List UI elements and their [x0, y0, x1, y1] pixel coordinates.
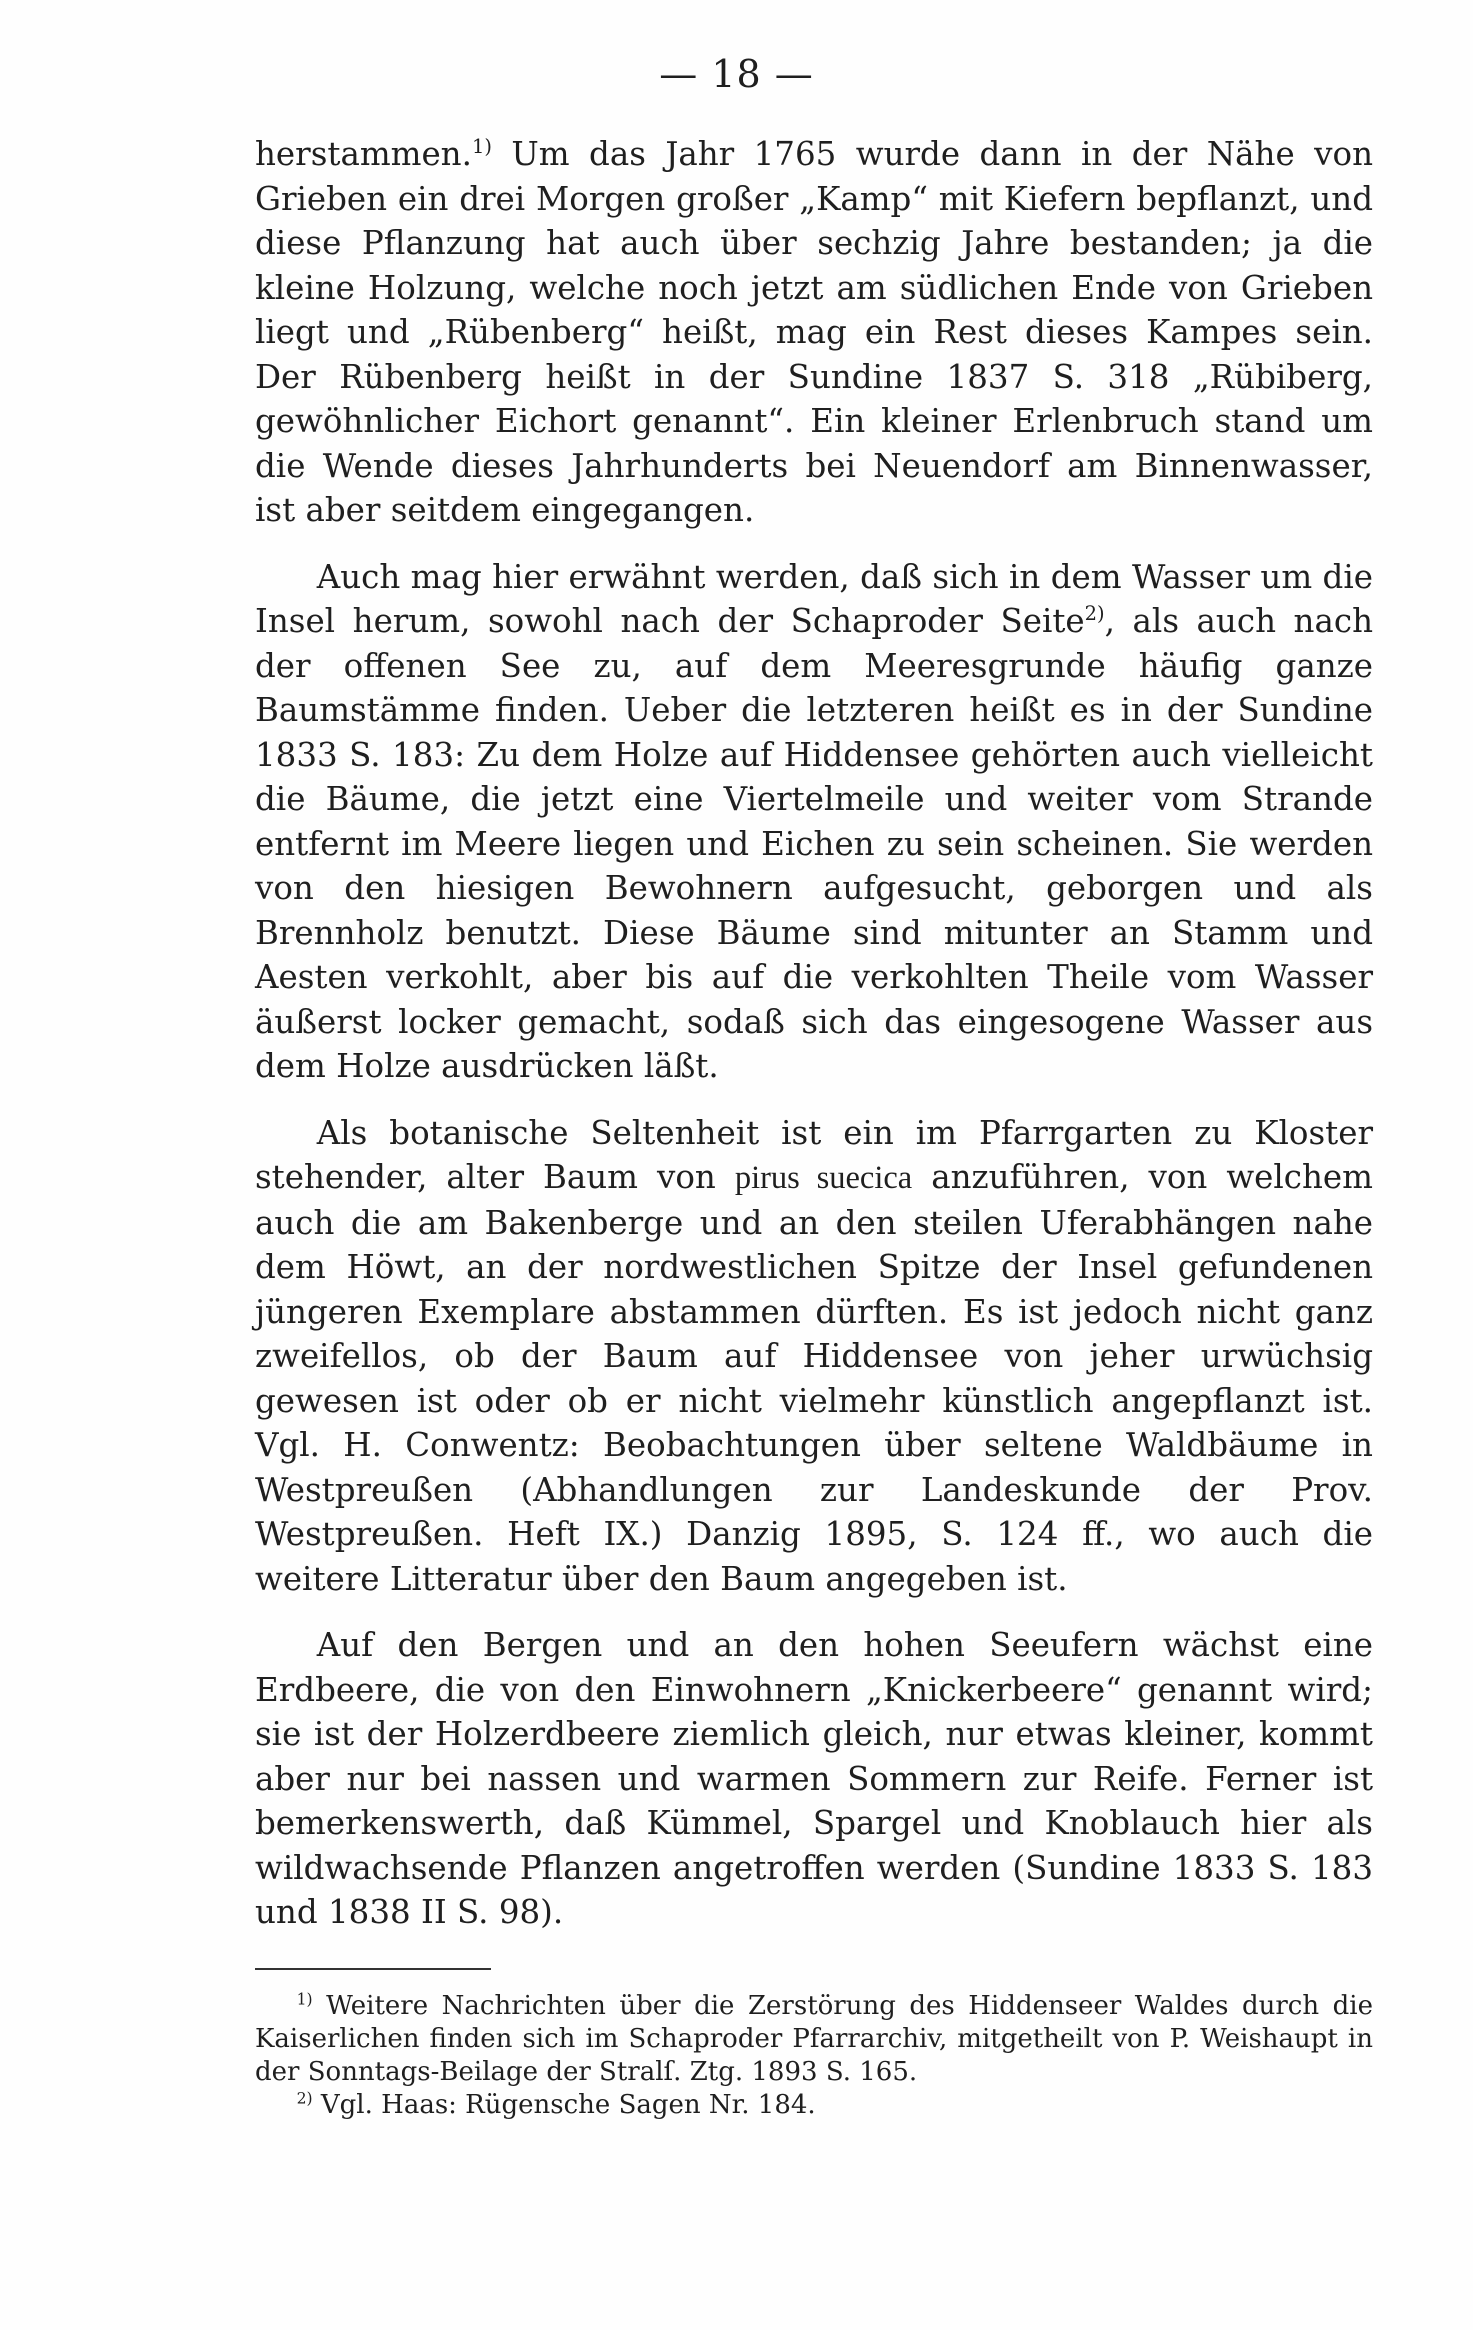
page-number: — 18 — [659, 52, 814, 96]
footnote-1 [255, 1990, 1373, 2089]
footnote-divider [255, 1968, 491, 1970]
footnote-2 [255, 2089, 1373, 2122]
main-text [255, 132, 1373, 1935]
footnote-text: Weitere Nachrichten über die Zerstörung des Hiddenseer Waldes durch die Kaiserlichen finden sich im Schaproder Pfarrarchiv, mitgetheilt von P. Weishaupt in der Sonntags-Beilage der Stralſ. Ztg. 1893 S. 165. [255, 1991, 1373, 2087]
footnote-marker: 2) [296, 2089, 313, 2108]
paragraph-text: , als auch nach der offenen See zu, auf dem Meeresgrunde häufig ganze Baumstämme finden. Ueber die letzteren heißt es in der Sundine 1833 S. 183: Zu dem Holze auf Hiddensee gehörten auch vielleicht die Bäume, die jetzt eine Viertelmeile und weiter vom Strande entfernt im Meere liegen und Eichen zu sein scheinen. Sie werden von den hiesigen Bewohnern aufgesucht, geborgen und als Brennholz benutzt. Diese Bäume sind mitunter an Stamm und Aesten verkohlt, aber bis auf die verkohlten Theile vom Wasser äußerst locker gemacht, sodaß sich das eingesogene Wasser aus dem Holze ausdrücken läßt. [255, 602, 1373, 1085]
paragraph-1 [255, 132, 1373, 533]
footnote-ref-1: 1) [471, 135, 492, 159]
footnotes [255, 1990, 1373, 2122]
paragraph-text: herstammen. [255, 135, 472, 173]
paragraph-text: Als botanische Seltenheit ist ein im Pfarrgarten zu Kloster stehender, alter Baum von [255, 1113, 1373, 1196]
paragraph-4 [255, 1623, 1373, 1935]
footnote-text: Vgl. Haas: Rügensche Sagen Nr. 184. [312, 2090, 816, 2120]
paragraph-2 [255, 555, 1373, 1089]
latin-species-name: pirus suecica [734, 1160, 913, 1196]
footnote-marker: 1) [296, 1990, 313, 2009]
footnote-ref-2: 2) [1084, 602, 1105, 626]
paragraph-text: Auch mag hier erwähnt werden, daß sich in dem Wasser um die Insel herum, sowohl nach der Schaproder Seite [255, 557, 1373, 640]
paragraph-text: anzuführen, von welchem auch die am Bakenberge und an den steilen Uferabhängen nahe dem Höwt, an der nordwestlichen Spitze der Insel gefundenen jüngeren Exemplare abstammen dürften. Es ist jedoch nicht ganz zweifellos, ob der Baum auf Hiddensee von jeher urwüchsig gewesen ist oder ob er nicht vielmehr künstlich angepflanzt ist. Vgl. H. Conwentz: Beobachtungen über seltene Waldbäume in Westpreußen (Abhandlungen zur Landeskunde der Prov. Westpreußen. Heft IX.) Danzig 1895, S. 124 ff., wo auch die weitere Litteratur über den Baum angegeben ist. [255, 1158, 1373, 1598]
paragraph-text: Um das Jahr 1765 wurde dann in der Nähe von Grieben ein drei Morgen großer „Kamp“ mit Kiefern bepflanzt, und diese Pflanzung hat auch über sechzig Jahre bestanden; ja die kleine Holzung, welche noch jetzt am südlichen Ende von Grieben liegt und „Rübenberg“ heißt, mag ein Rest dieses Kampes sein. Der Rübenberg heißt in der Sundine 1837 S. 318 „Rübiberg, gewöhnlicher Eichort genannt“. Ein kleiner Erlenbruch stand um die Wende dieses Jahrhunderts bei Neuendorf am Binnenwasser, ist aber seitdem eingegangen. [255, 135, 1373, 529]
paragraph-3 [255, 1111, 1373, 1602]
paragraph-text: Auf den Bergen und an den hohen Seeufern wächst eine Erdbeere, die von den Einwohnern „Knickerbeere“ genannt wird; sie ist der Holzerdbeere ziemlich gleich, nur etwas kleiner, kommt aber nur bei nassen und warmen Sommern zur Reife. Ferner ist bemerkenswerth, daß Kümmel, Spargel und Knoblauch hier als wildwachsende Pflanzen angetroffen werden (Sundine 1833 S. 183 und 1838 II S. 98). [255, 1626, 1373, 1931]
